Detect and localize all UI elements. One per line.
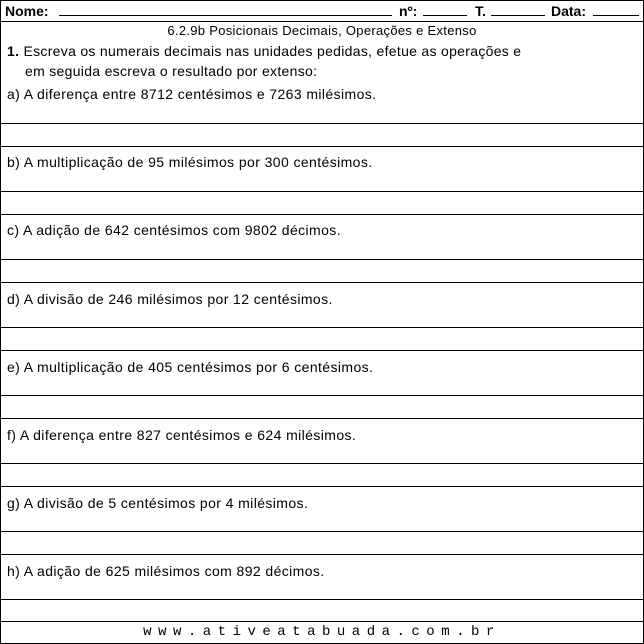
question-c: c) A adição de 642 centésimos com 9802 décimos.: [7, 222, 341, 238]
website-footer: www.ativeatabuada.com.br: [143, 624, 501, 640]
divider-line: [1, 214, 643, 215]
divider-line: [1, 146, 643, 147]
question-h: h) A adição de 625 milésimos com 892 décimos.: [7, 563, 325, 579]
instruction: [7, 41, 627, 81]
divider-line: [1, 418, 643, 419]
worksheet-title: 6.2.9b Posicionais Decimais, Operações e Extenso: [167, 23, 477, 38]
question-d: d) A divisão de 246 milésimos por 12 centésimos.: [7, 291, 333, 307]
divider-line: [1, 486, 643, 487]
answer-line[interactable]: [1, 327, 643, 328]
answer-line[interactable]: [1, 599, 643, 600]
question-f: f) A diferença entre 827 centésimos e 624 milésimos.: [7, 427, 357, 443]
question-e: e) A multiplicação de 405 centésimos por 6 centésimos.: [7, 359, 374, 375]
name-label: Nome:: [5, 3, 49, 19]
question-g: g) A divisão de 5 centésimos por 4 milésimos.: [7, 495, 309, 511]
instruction-line-2: em seguida escreva o resultado por extenso:: [25, 63, 318, 79]
answer-line[interactable]: [1, 531, 643, 532]
instruction-number: 1.: [7, 43, 20, 59]
question-a: a) A diferença entre 8712 centésimos e 7263 milésimos.: [7, 86, 377, 102]
number-label: nº:: [399, 3, 418, 19]
divider-line: [1, 554, 643, 555]
answer-line[interactable]: [1, 259, 643, 260]
answer-line[interactable]: [1, 395, 643, 396]
divider-line: [1, 350, 643, 351]
question-b: b) A multiplicação de 95 milésimos por 300 centésimos.: [7, 154, 373, 170]
instruction-line-1: Escreva os numerais decimais nas unidades pedidas, efetue as operações e: [23, 43, 522, 59]
date-label: Data:: [551, 3, 587, 19]
answer-line[interactable]: [1, 463, 643, 464]
answer-line[interactable]: [1, 123, 643, 124]
class-label: T.: [475, 3, 486, 19]
header-row: [1, 1, 643, 22]
divider-line: [1, 282, 643, 283]
answer-line[interactable]: [1, 191, 643, 192]
